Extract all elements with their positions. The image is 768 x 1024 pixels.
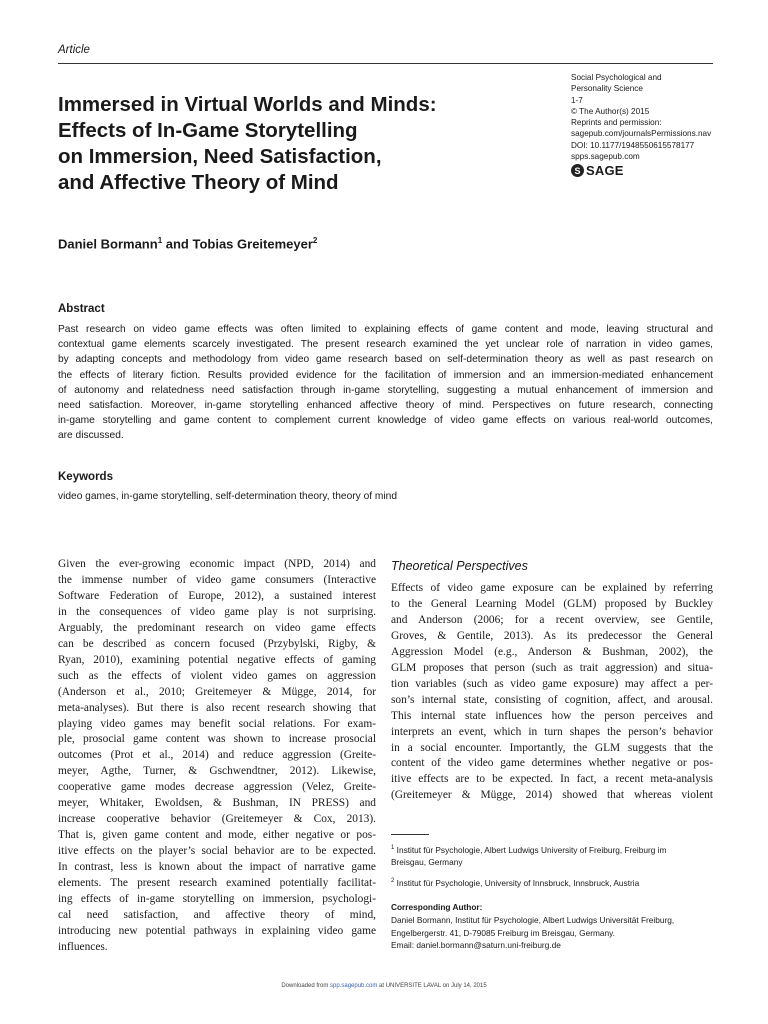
title-line: Immersed in Virtual Worlds and Minds: <box>58 93 437 116</box>
body-line: to the General Learning Model (GLM) proposed by Buckley <box>391 597 713 610</box>
footnote-mark: 1 <box>391 845 395 851</box>
body-line: meyer, Agthe, Turner, & Gschwendtner, 2012). Likewise, <box>58 765 376 778</box>
section-heading: Theoretical Perspectives <box>391 559 528 573</box>
corresponding-author-line: Daniel Bormann, Institut für Psychologie, Albert Ludwigs Universität Freiburg, <box>391 914 675 925</box>
body-line: Ryan, 2010), examining potential negative effects of gaming <box>58 653 376 666</box>
title-line: on Immersion, Need Satisfaction, <box>58 145 382 168</box>
download-source-link[interactable]: spp.sagepub.com <box>330 983 378 989</box>
footnotes <box>391 842 721 952</box>
publisher-name: SAGE <box>586 163 624 178</box>
copyright: © The Author(s) 2015 <box>571 106 650 116</box>
author-line <box>58 236 317 251</box>
body-line: cal need satisfaction, and affective theory of mind, <box>58 908 376 921</box>
footnote-text: Breisgau, Germany <box>391 857 463 868</box>
body-line: Software Federation of Europe, 2012), a sustained interest <box>58 589 376 602</box>
body-line: meta-analyses). But there is also recent research showing that <box>58 701 376 714</box>
body-line: Aggression Model (e.g., Anderson & Bushman, 2002), the <box>391 645 713 658</box>
body-line: itive effects are to be expected. In fact, a recent meta-analysis <box>391 773 713 786</box>
title-line: Effects of In-Game Storytelling <box>58 119 358 142</box>
body-line: (Greitemeyer & Mügge, 2014) showed that whereas violent <box>391 789 713 802</box>
body-line: itive effects on the player’s social behavior are to be expected. <box>58 845 376 858</box>
footnote-rule <box>391 834 429 835</box>
body-line: Given the ever-growing economic impact (NPD, 2014) and <box>58 558 376 570</box>
body-line: influences. <box>58 940 108 953</box>
footnote-mark: 2 <box>391 877 395 884</box>
body-line: GLM proposes that person (such as trait aggression) and situa- <box>391 661 713 674</box>
body-line: playing video games may benefit social relations. For exam- <box>58 717 376 730</box>
footnote-text: Institut für Psychologie, University of Innsbruck, Innsbruck, Austria <box>396 877 640 888</box>
body-line: interprets an event, which in turn shapes the person’s behavior <box>391 725 713 738</box>
abstract-line: of autonomy and relatedness need satisfaction through in-game storytelling, suggesting a mutual enhancement of immersion and <box>58 384 713 396</box>
keywords-text: video games, in-game storytelling, self-determination theory, theory of mind <box>58 491 397 502</box>
body-line: That is, given game content and mode, either negative or pos- <box>58 829 376 842</box>
journal-info <box>571 72 731 162</box>
abstract-line: contextual game elements scarcely investigated. The present research examined the yet unclear role of narration in video games, <box>58 339 713 351</box>
doi: DOI: 10.1177/1948550615578177 <box>571 140 695 150</box>
body-line: in the consequences of video game play is not surprising. <box>58 605 376 618</box>
affiliation-mark: 2 <box>312 236 318 245</box>
journal-name-line: Personality Science <box>571 84 643 94</box>
affiliation-mark: 1 <box>157 236 163 245</box>
corresponding-author-line: Engelbergerstr. 41, D-79085 Freiburg im Breisgau, Germany. <box>391 927 615 938</box>
abstract-heading: Abstract <box>58 303 105 315</box>
body-line: elements. The present research examined potentially facilitat- <box>58 877 376 890</box>
header-rule <box>58 63 713 64</box>
abstract-line: the effects of literary fiction. Results provided evidence for the facilitation of immersion and an immersion-mediated enhancement <box>58 369 713 381</box>
body-line: Groves, & Gentile, 2013). As its predecessor the General <box>391 629 713 642</box>
body-line: tion variables (such as video game exposure) may affect a per- <box>391 677 713 690</box>
body-line: This internal state influences how the person perceives and <box>391 709 713 722</box>
body-column-right <box>391 581 713 804</box>
download-suffix: at UNIVERSITE LAVAL on July 14, 2015 <box>377 983 487 989</box>
reprints-label: Reprints and permission: <box>571 118 662 128</box>
abstract-line: need satisfaction. Moreover, in-game storytelling enhanced affective theory of mind. Perspectives on future research, connecting <box>58 400 713 412</box>
body-line: cooperative game modes decrease aggression (Velez, Greite- <box>58 781 376 794</box>
body-line: ple, prosocial game content was shown to increase prosocial <box>58 733 376 746</box>
body-line: Arguably, the predominant research on video game effects <box>58 621 376 634</box>
body-line: increase cooperative behavior (Greitemeyer & Cox, 2013). <box>58 813 376 826</box>
body-line: introducing new potential pathways in explaining video game <box>58 924 376 937</box>
abstract-text <box>58 322 713 444</box>
journal-name-line: Social Psychological and <box>571 73 662 82</box>
download-notice <box>0 983 768 989</box>
body-line: In contrast, less is known about the impact of narrative game <box>58 861 376 874</box>
permissions-link[interactable]: sagepub.com/journalsPermissions.nav <box>571 129 712 139</box>
body-line: (Anderson et al., 2010; Greitemeyer & Mügge, 2014, for <box>58 685 376 698</box>
abstract-line: Past research on video game effects was often limited to explaining effects of game content and mode, leaving structural and <box>58 324 713 335</box>
page-range: 1-7 <box>571 95 583 105</box>
body-line: son’s internal state, consisting of cognition, affect, and arousal. <box>391 693 713 706</box>
footnote-affiliation-2 <box>391 875 721 889</box>
journal-site-link[interactable]: spps.sagepub.com <box>571 152 640 162</box>
body-line: the immense number of video game consumers (Interactive <box>58 573 376 586</box>
corresponding-author-email[interactable]: Email: daniel.bormann@saturn.uni-freiburg.de <box>391 940 561 951</box>
body-line: content of the video game determines whether negative or pos- <box>391 757 713 770</box>
author-joiner: and <box>162 236 193 252</box>
body-line: such as the effects of violent video games on aggression <box>58 669 376 682</box>
abstract-line: are discussed. <box>58 430 124 442</box>
author-name: Tobias Greitemeyer <box>192 236 313 252</box>
keywords-heading: Keywords <box>58 471 113 483</box>
download-prefix: Downloaded from <box>281 983 331 989</box>
body-line: Effects of video game exposure can be explained by referring <box>391 582 713 594</box>
body-line: can be described as concern focused (Przybylski, Rigby, & <box>58 637 376 650</box>
author-name: Daniel Bormann <box>58 236 158 252</box>
body-column-left <box>58 557 376 956</box>
footnote-affiliation-1 <box>391 842 721 856</box>
body-line: ing effects of in-game storytelling on immersion, psychologi- <box>58 893 376 906</box>
sage-logo-icon: S <box>571 164 584 177</box>
body-line: outcomes (Prot et al., 2014) and reduce aggression (Greite- <box>58 749 376 762</box>
sage-logo <box>571 163 624 178</box>
body-line: meyer, Whitaker, Ewoldsen, & Bushman, IN PRESS) and <box>58 797 376 810</box>
body-line: and Anderson (2006; for a recent overview, see Gentile, <box>391 613 713 626</box>
corresponding-author-heading: Corresponding Author: <box>391 902 483 913</box>
abstract-line: by adapting concepts and methodology from video game research based on self-determination theory as well as past research on <box>58 354 713 366</box>
footnote-text: Institut für Psychologie, Albert Ludwigs University of Freiburg, Freiburg im <box>396 844 667 855</box>
article-title <box>58 92 528 196</box>
body-line: in a social encounter. Importantly, the GLM suggests that the <box>391 741 713 754</box>
article-type-label: Article <box>58 44 90 56</box>
title-line: and Affective Theory of Mind <box>58 171 339 194</box>
abstract-line: in-game storytelling and game content to complement current knowledge of video game effects on various real-world outcomes, <box>58 415 713 427</box>
